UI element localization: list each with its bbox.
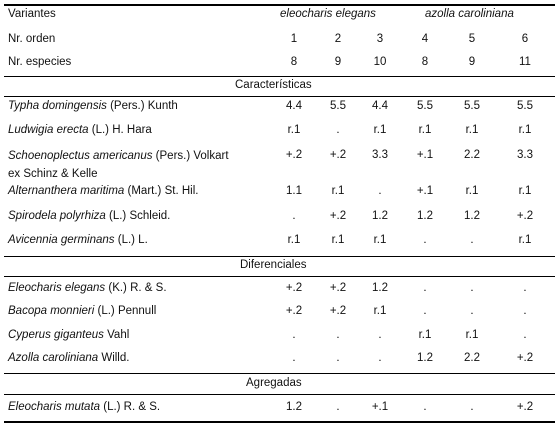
species-scientific-name: Spirodela polyrhiza [8, 210, 106, 222]
cover-value-cell: r.1 [373, 234, 387, 246]
cover-value-cell: +.1 [416, 185, 434, 197]
cover-value-cell: +.1 [371, 401, 389, 413]
cover-value-cell: . [523, 282, 527, 294]
cover-value-cell: . [336, 401, 340, 413]
cover-value-cell: +.2 [329, 282, 347, 294]
cover-value-cell: +.2 [329, 149, 347, 161]
especies-4: 8 [421, 56, 429, 68]
cover-value-cell: r.1 [465, 124, 479, 136]
cover-value-cell: +.2 [285, 282, 303, 294]
species-name [8, 185, 198, 198]
species-name [8, 401, 160, 414]
species-authority: (L.) R. & S. [100, 401, 161, 413]
cover-value-cell: r.1 [465, 329, 479, 341]
orden-6: 6 [521, 33, 529, 45]
diferenciales-top-rule [4, 256, 555, 257]
cover-value-cell: . [523, 329, 527, 341]
cover-value-cell: 1.2 [372, 282, 388, 294]
cover-value-cell: . [336, 124, 340, 136]
cover-value-cell: . [423, 401, 427, 413]
especies-5: 9 [468, 56, 476, 68]
cover-value-cell: 1.2 [417, 352, 433, 364]
species-name [8, 210, 170, 223]
cover-value-cell: 4.4 [286, 100, 302, 112]
group-eleocharis-elegans: eleocharis elegans [280, 8, 376, 20]
cover-value-cell: +.2 [329, 305, 347, 317]
cover-value-cell: r.1 [373, 305, 387, 317]
cover-value-cell: . [292, 329, 296, 341]
cover-value-cell: . [470, 234, 474, 246]
cover-value-cell: +.2 [516, 352, 534, 364]
species-authority: (L.) H. Hara [88, 124, 152, 136]
cover-value-cell: r.1 [331, 234, 345, 246]
species-name [8, 234, 148, 247]
cover-value-cell: . [523, 305, 527, 317]
species-authority-continued: ex Schinz & Kelle [8, 168, 98, 180]
header-rule [4, 76, 555, 77]
species-name [8, 100, 178, 113]
especies-2: 9 [334, 56, 342, 68]
cover-value-cell: r.1 [518, 124, 532, 136]
species-scientific-name: Eleocharis elegans [8, 282, 106, 294]
section-diferenciales: Diferenciales [240, 259, 307, 271]
cover-value-cell: . [292, 210, 296, 222]
cover-value-cell: r.1 [287, 124, 301, 136]
cover-value-cell: +.2 [329, 210, 347, 222]
orden-1: 1 [290, 33, 298, 45]
species-name [8, 147, 229, 183]
cover-value-cell: 5.5 [517, 100, 533, 112]
cover-value-cell: r.1 [518, 234, 532, 246]
cover-value-cell: r.1 [418, 124, 432, 136]
cover-value-cell: 3.3 [517, 149, 533, 161]
species-scientific-name: Schoenoplectus americanus [8, 150, 153, 162]
cover-value-cell: 1.2 [464, 210, 480, 222]
table-bottom-rule [4, 421, 555, 423]
cover-value-cell: 1.2 [417, 210, 433, 222]
species-authority: (L.) L. [114, 234, 148, 246]
species-authority: (L.) Schleid. [105, 210, 171, 222]
cover-value-cell: . [336, 329, 340, 341]
species-name [8, 305, 156, 318]
species-authority: (Pers.) Kunth [106, 100, 178, 112]
especies-label: Nr. especies [8, 56, 72, 68]
cover-value-cell: . [423, 282, 427, 294]
species-authority: (K.) R. & S. [105, 282, 167, 294]
orden-5: 5 [468, 33, 476, 45]
species-authority: (L.) Pennull [94, 305, 157, 317]
orden-3: 3 [376, 33, 384, 45]
species-name [8, 282, 167, 295]
cover-value-cell: . [336, 352, 340, 364]
cover-value-cell: . [470, 282, 474, 294]
species-authority: (Mart.) St. Hil. [124, 185, 199, 197]
agregadas-rule [4, 394, 555, 395]
especies-3: 10 [373, 56, 387, 68]
species-scientific-name: Typha domingensis [8, 100, 107, 112]
caracteristicas-rule [4, 96, 555, 97]
cover-value-cell: 4.4 [372, 100, 388, 112]
cover-value-cell: . [423, 234, 427, 246]
especies-1: 8 [290, 56, 298, 68]
cover-value-cell: . [378, 185, 382, 197]
orden-label: Nr. orden [8, 33, 56, 45]
cover-value-cell: 2.2 [464, 149, 480, 161]
cover-value-cell: . [378, 352, 382, 364]
agregadas-top-rule [4, 373, 555, 374]
species-scientific-name: Avicennia germinans [8, 234, 115, 246]
cover-value-cell: 3.3 [372, 149, 388, 161]
species-name [8, 329, 129, 342]
cover-value-cell: r.1 [418, 329, 432, 341]
variantes-label: Variantes [8, 8, 56, 20]
species-name [8, 352, 129, 365]
orden-2: 2 [334, 33, 342, 45]
species-authority: Willd. [98, 352, 130, 364]
species-scientific-name: Ludwigia erecta [8, 124, 89, 136]
species-authority: (Pers.) Volkart [152, 150, 229, 162]
cover-value-cell: +.2 [516, 401, 534, 413]
species-authority: Vahl [103, 329, 130, 341]
cover-value-cell: r.1 [331, 185, 345, 197]
cover-value-cell: 1.1 [286, 185, 302, 197]
species-scientific-name: Azolla caroliniana [8, 352, 99, 364]
species-scientific-name: Cyperus giganteus [8, 329, 104, 341]
cover-value-cell: r.1 [465, 185, 479, 197]
section-agregadas: Agregadas [246, 377, 302, 389]
cover-value-cell: . [292, 352, 296, 364]
cover-value-cell: r.1 [373, 124, 387, 136]
cover-value-cell: 5.5 [330, 100, 346, 112]
cover-value-cell: +.2 [285, 149, 303, 161]
cover-value-cell: +.2 [285, 305, 303, 317]
diferenciales-rule [4, 276, 555, 277]
cover-value-cell: r.1 [518, 185, 532, 197]
cover-value-cell: +.1 [416, 149, 434, 161]
cover-value-cell: . [470, 401, 474, 413]
species-scientific-name: Bacopa monnieri [8, 305, 95, 317]
cover-value-cell: . [470, 305, 474, 317]
cover-value-cell: 5.5 [464, 100, 480, 112]
species-scientific-name: Alternanthera maritima [8, 185, 125, 197]
group-azolla-caroliniana: azolla caroliniana [425, 8, 514, 20]
cover-value-cell: 2.2 [464, 352, 480, 364]
cover-value-cell: +.2 [516, 210, 534, 222]
cover-value-cell: . [378, 329, 382, 341]
cover-value-cell: 1.2 [286, 401, 302, 413]
section-caracteristicas: Características [235, 79, 312, 91]
cover-value-cell: 1.2 [372, 210, 388, 222]
species-name [8, 124, 152, 137]
cover-value-cell: r.1 [287, 234, 301, 246]
table-top-rule [4, 4, 555, 6]
cover-value-cell: . [423, 305, 427, 317]
orden-4: 4 [421, 33, 429, 45]
species-scientific-name: Eleocharis mutata [8, 401, 101, 413]
cover-value-cell: 5.5 [417, 100, 433, 112]
especies-6: 11 [519, 56, 531, 68]
